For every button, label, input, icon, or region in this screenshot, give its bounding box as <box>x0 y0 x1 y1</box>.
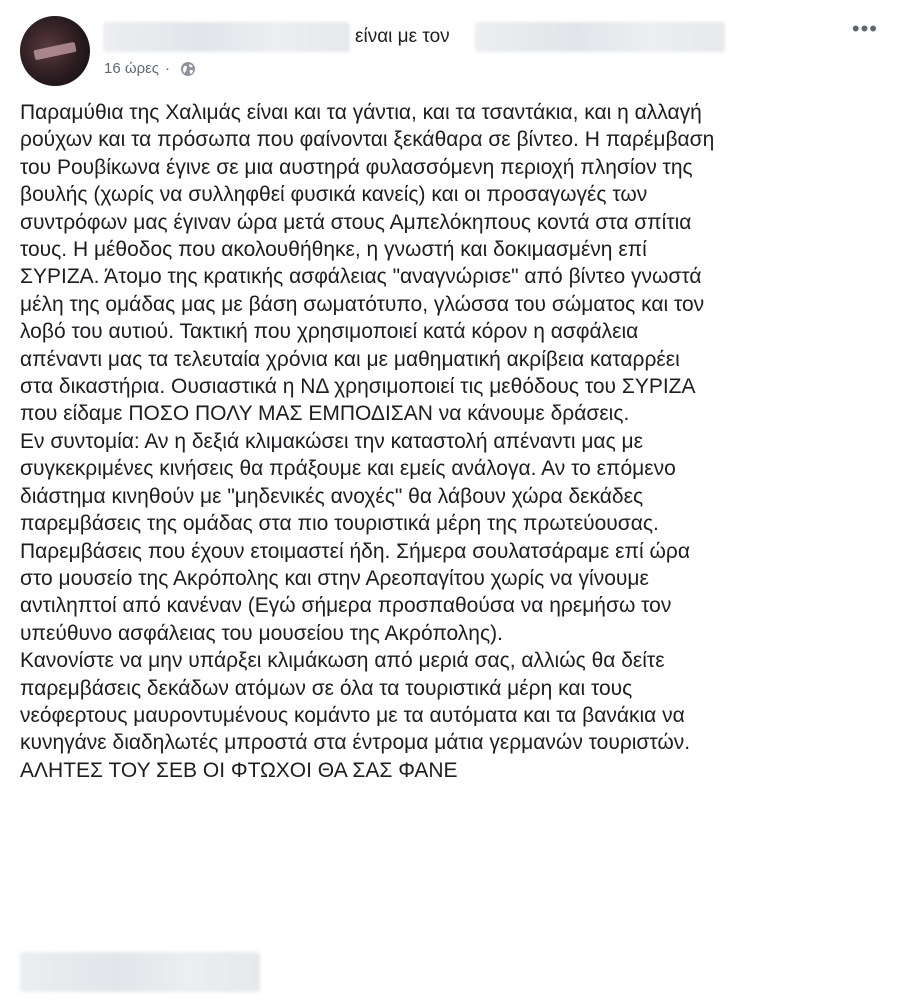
post-text-line: Κανονίστε να μην υπάρξει κλιμάκωση από μεριά σας, αλλιώς θα δείτε <box>20 649 665 673</box>
post-text-line: στο μουσείο της Ακρόπολης και στην Αρεοπαγίτου χωρίς να γίνουμε <box>20 566 649 590</box>
post-text-line: ΑΛΗΤΕΣ ΤΟΥ ΣΕΒ ΟΙ ΦΤΩΧΟΙ ΘΑ ΣΑΣ ΦΑΝΕ <box>20 758 458 782</box>
post-text-line: απέναντι μας τα τελευταία χρόνια και με μαθηματική ακρίβεια καταρρέει <box>20 347 680 371</box>
post-text-line: Εν συντομία: Αν η δεξιά κλιμακώσει την καταστολή απέναντι μας με <box>20 429 643 453</box>
post-text-line: ρούχων και τα πρόσωπα που φαίνονται ξεκάθαρα σε βίντεο. Η παρέμβαση <box>20 128 715 152</box>
post-text-line: που είδαμε ΠΟΣΟ ΠΟΛΥ ΜΑΣ ΕΜΠΟΔΙΣΑΝ να κάνουμε δράσεις. <box>20 402 630 426</box>
post-text-line: παρεμβάσεις δεκάδων ατόμων σε όλα τα τουριστικά μέρη και τους <box>20 676 633 700</box>
author-avatar[interactable] <box>20 16 90 86</box>
post-text-line: του Ρουβίκωνα έγινε σε μια αυστηρά φυλασσόμενη περιοχή πλησίον της <box>20 155 693 179</box>
more-options-icon[interactable]: ••• <box>851 16 878 41</box>
post-text-line: συντρόφων μας έγιναν ώρα μετά στους Αμπελόκηπους κοντά στα σπίτια <box>20 210 692 234</box>
post-meta <box>104 60 196 77</box>
with-text: είναι με τον <box>355 26 450 47</box>
post-text-line: Παρεμβάσεις που έχουν ετοιμαστεί ήδη. Σήμερα σουλατσάραμε επί ώρα <box>20 539 690 563</box>
post-text-line: Παραμύθια της Χαλιμάς είναι και τα γάντια, και τα τσαντάκια, και η αλλαγή <box>20 101 702 124</box>
post-timestamp[interactable]: 16 ώρες <box>104 60 160 77</box>
post-text-line: στα δικαστήρια. Ουσιαστικά η ΝΔ χρησιμοποιεί τις μεθόδους του ΣΥΡΙΖΑ <box>20 375 696 399</box>
tagged-name-redacted[interactable] <box>475 22 725 52</box>
post-text-line: ΣΥΡΙΖΑ. Άτομο της κρατικής ασφάλειας "αναγνώρισε" από βίντεο γνωστά <box>20 265 702 289</box>
post-body <box>20 99 890 784</box>
post-text-line: νεόφερτους μαυροντυμένους κομάντο με τα αυτόματα και τα βανάκια να <box>20 703 685 727</box>
post-text-line: διάστημα κινηθούν με "μηδενικές ανοχές" θα λάβουν χώρα δεκάδες <box>20 484 644 508</box>
post-text-line: κυνηγάνε διαδηλωτές μπροστά στα έντρομα μάτια γερμανών τουριστών. <box>20 731 691 755</box>
globe-icon[interactable] <box>180 61 196 77</box>
post-text-line: αντιληπτοί από κανέναν (Εγώ σήμερα προσπαθούσα να ηρεμήσω τον <box>20 594 672 618</box>
post-text-line: υπεύθυνο ασφάλειας του μουσείου της Ακρόπολης). <box>20 621 503 645</box>
author-name-redacted[interactable] <box>103 22 350 52</box>
meta-separator: · <box>165 60 171 77</box>
redacted-footer <box>20 952 260 992</box>
post-text-line: μέλη της ομάδας μας με βάση σωματότυπο, γλώσσα του σώματος και τον <box>20 292 705 316</box>
post-text-line: λοβό του αυτιού. Τακτική που χρησιμοποιεί κατά κόρον η ασφάλεια <box>20 320 639 344</box>
post-text-line: συγκεκριμένες κινήσεις θα πράξουμε και εμείς ανάλογα. Αν το επόμενο <box>20 457 676 481</box>
post-text-line: τους. Η μέθοδος που ακολουθήθηκε, η γνωστή και δοκιμασμένη επί <box>20 238 647 262</box>
post-text-line: παρεμβάσεις της ομάδας στα πιο τουριστικά μέρη της πρωτεύουσας. <box>20 512 659 536</box>
post-text-line: βουλής (χωρίς να συλληφθεί φυσικά κανείς) και οι προσαγωγές των <box>20 183 648 207</box>
